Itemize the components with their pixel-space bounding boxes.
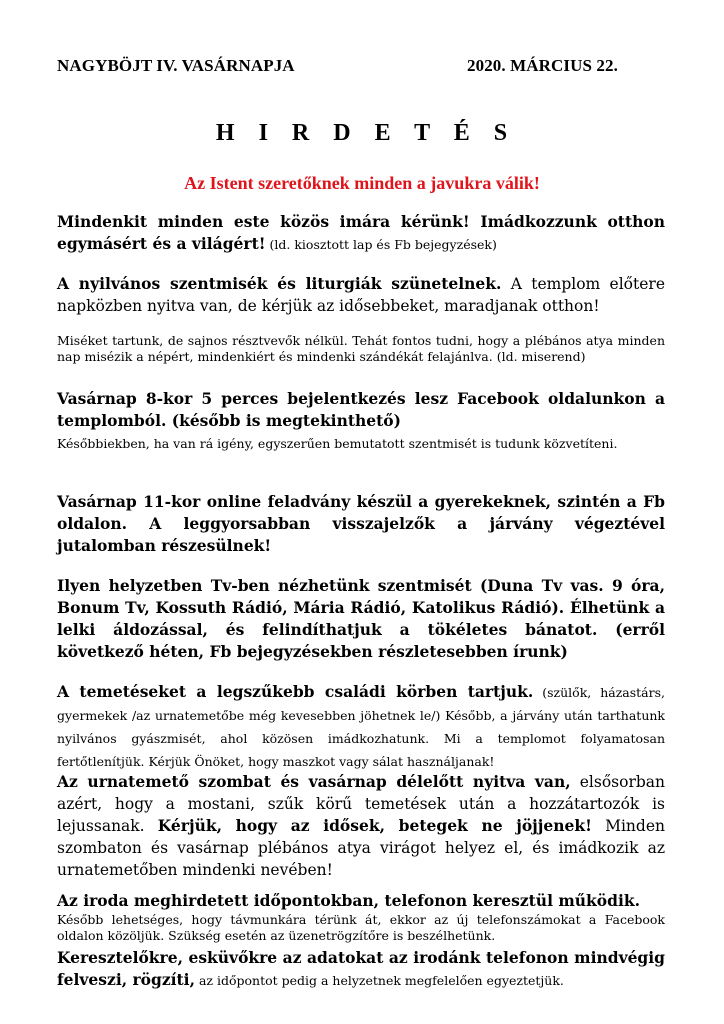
funerals-text: A temetéseket a legszűkebb családi körben tartjuk. (57, 682, 534, 701)
motto: Az Istent szeretőknek minden a javukra válik! (184, 173, 540, 193)
flowers-text: Minden szombaton és vasárnap plébános atya virágot helyez el, és imádkozik az urnatemetőben mindenki nevében! (57, 817, 665, 879)
masses-without-people-paragraph: Miséket tartunk, de sajnos résztvevők nélkül. Tehát fontos tudni, hogy a plébános atya minden nap misézik a népért, mindenkiért és mindenki szándékát felajánlva. (ld. miserend) (57, 333, 665, 364)
children-quiz-text: Vasárnap 11-kor online feladvány készül a gyerekeknek, szintén a Fb oldalon. A leggyorsabban visszajelzők a járvány végeztével jutalomban részesülnek! (57, 492, 665, 555)
funerals-note: (szülők, házastárs, gyermekek /az urnatemetőbe még kevesebben jöhetnek le/) Később, a járvány után tarthatunk nyilvános gyászmisét, ahol közösen imádkozhatunk. Mi a templomot folyamatosan fertőtlenítjük. Kérjük Önöket, hogy maszkot vagy sálat használjanak! (57, 685, 665, 769)
children-quiz-paragraph (57, 491, 665, 557)
office-paragraph (57, 890, 665, 946)
elderly-warning-text: Kérjük, hogy az idősek, betegek ne jöjjenek! (157, 816, 592, 835)
prayer-paragraph (57, 211, 665, 256)
streaming-note-paragraph: Későbbiekben, ha van rá igény, egyszerűen bemutatott szentmisét is tudunk közvetíteni. (57, 436, 618, 451)
office-text: Az iroda meghirdetett időpontokban, telefonon keresztül működik. (57, 891, 640, 910)
tv-mass-text: Ilyen helyzetben Tv-ben nézhetünk szentmisét (Duna Tv vas. 9 óra, Bonum Tv, Kossuth Rádió, Mária Rádió, Katolikus Rádió). Élhetünk a lelki áldozással, és felindíthatjuk a tökéletes bánatot. (erről következő héten, Fb bejegyzésekben részletesebben írunk) (57, 576, 665, 661)
prayer-note: (ld. kiosztott lap és Fb bejegyzések) (265, 237, 497, 252)
baptism-wedding-paragraph (57, 947, 665, 992)
baptism-wedding-text: Keresztelőkre, esküvőkre az adatokat az irodánk telefonon mindvégig felveszi, rögzíti, (57, 948, 665, 989)
facebook-broadcast-text: Vasárnap 8-kor 5 perces bejelentkezés lesz Facebook oldalunkon a templomból. (később is megtekinthető) (57, 389, 665, 430)
church-open-text: A templom előtere napközben nyitva van, de kérjük az idősebbeket, maradjanak otthon! (57, 275, 666, 315)
date-heading: 2020. MÁRCIUS 22. (467, 56, 618, 75)
prayer-request: Mindenkit minden este közös imára kérünk! Imádkozzunk otthon egymásért és a világért! (57, 212, 665, 253)
facebook-broadcast-paragraph (57, 388, 665, 432)
urn-cemetery-paragraph (57, 771, 665, 881)
baptism-wedding-note: az időpontot pedig a helyzetnek megfelelően egyeztetjük. (194, 973, 564, 988)
office-note: Később lehetséges, hogy távmunkára térünk át, ekkor az új telefonszámokat a Facebook oldalon közöljük. Szükség esetén az üzenetrögzítőre is beszélhetünk. (57, 912, 665, 943)
sunday-heading: NAGYBÖJT IV. VASÁRNAPJA (57, 56, 295, 75)
masses-suspended-paragraph (57, 273, 665, 317)
page-title: H I R D E T É S (215, 120, 517, 146)
urn-cemetery-open-text: Az urnatemető szombat és vasárnap délelőtt nyitva van, (57, 772, 571, 791)
tv-mass-paragraph (57, 575, 665, 663)
masses-suspended-text: A nyilvános szentmisék és liturgiák szünetelnek. (57, 274, 502, 293)
urn-cemetery-purpose-text: elsősorban azért, hogy a mostani, szűk körű temetések után a hozzátartozók is lejussanak. (57, 773, 666, 835)
funerals-paragraph (57, 681, 665, 773)
